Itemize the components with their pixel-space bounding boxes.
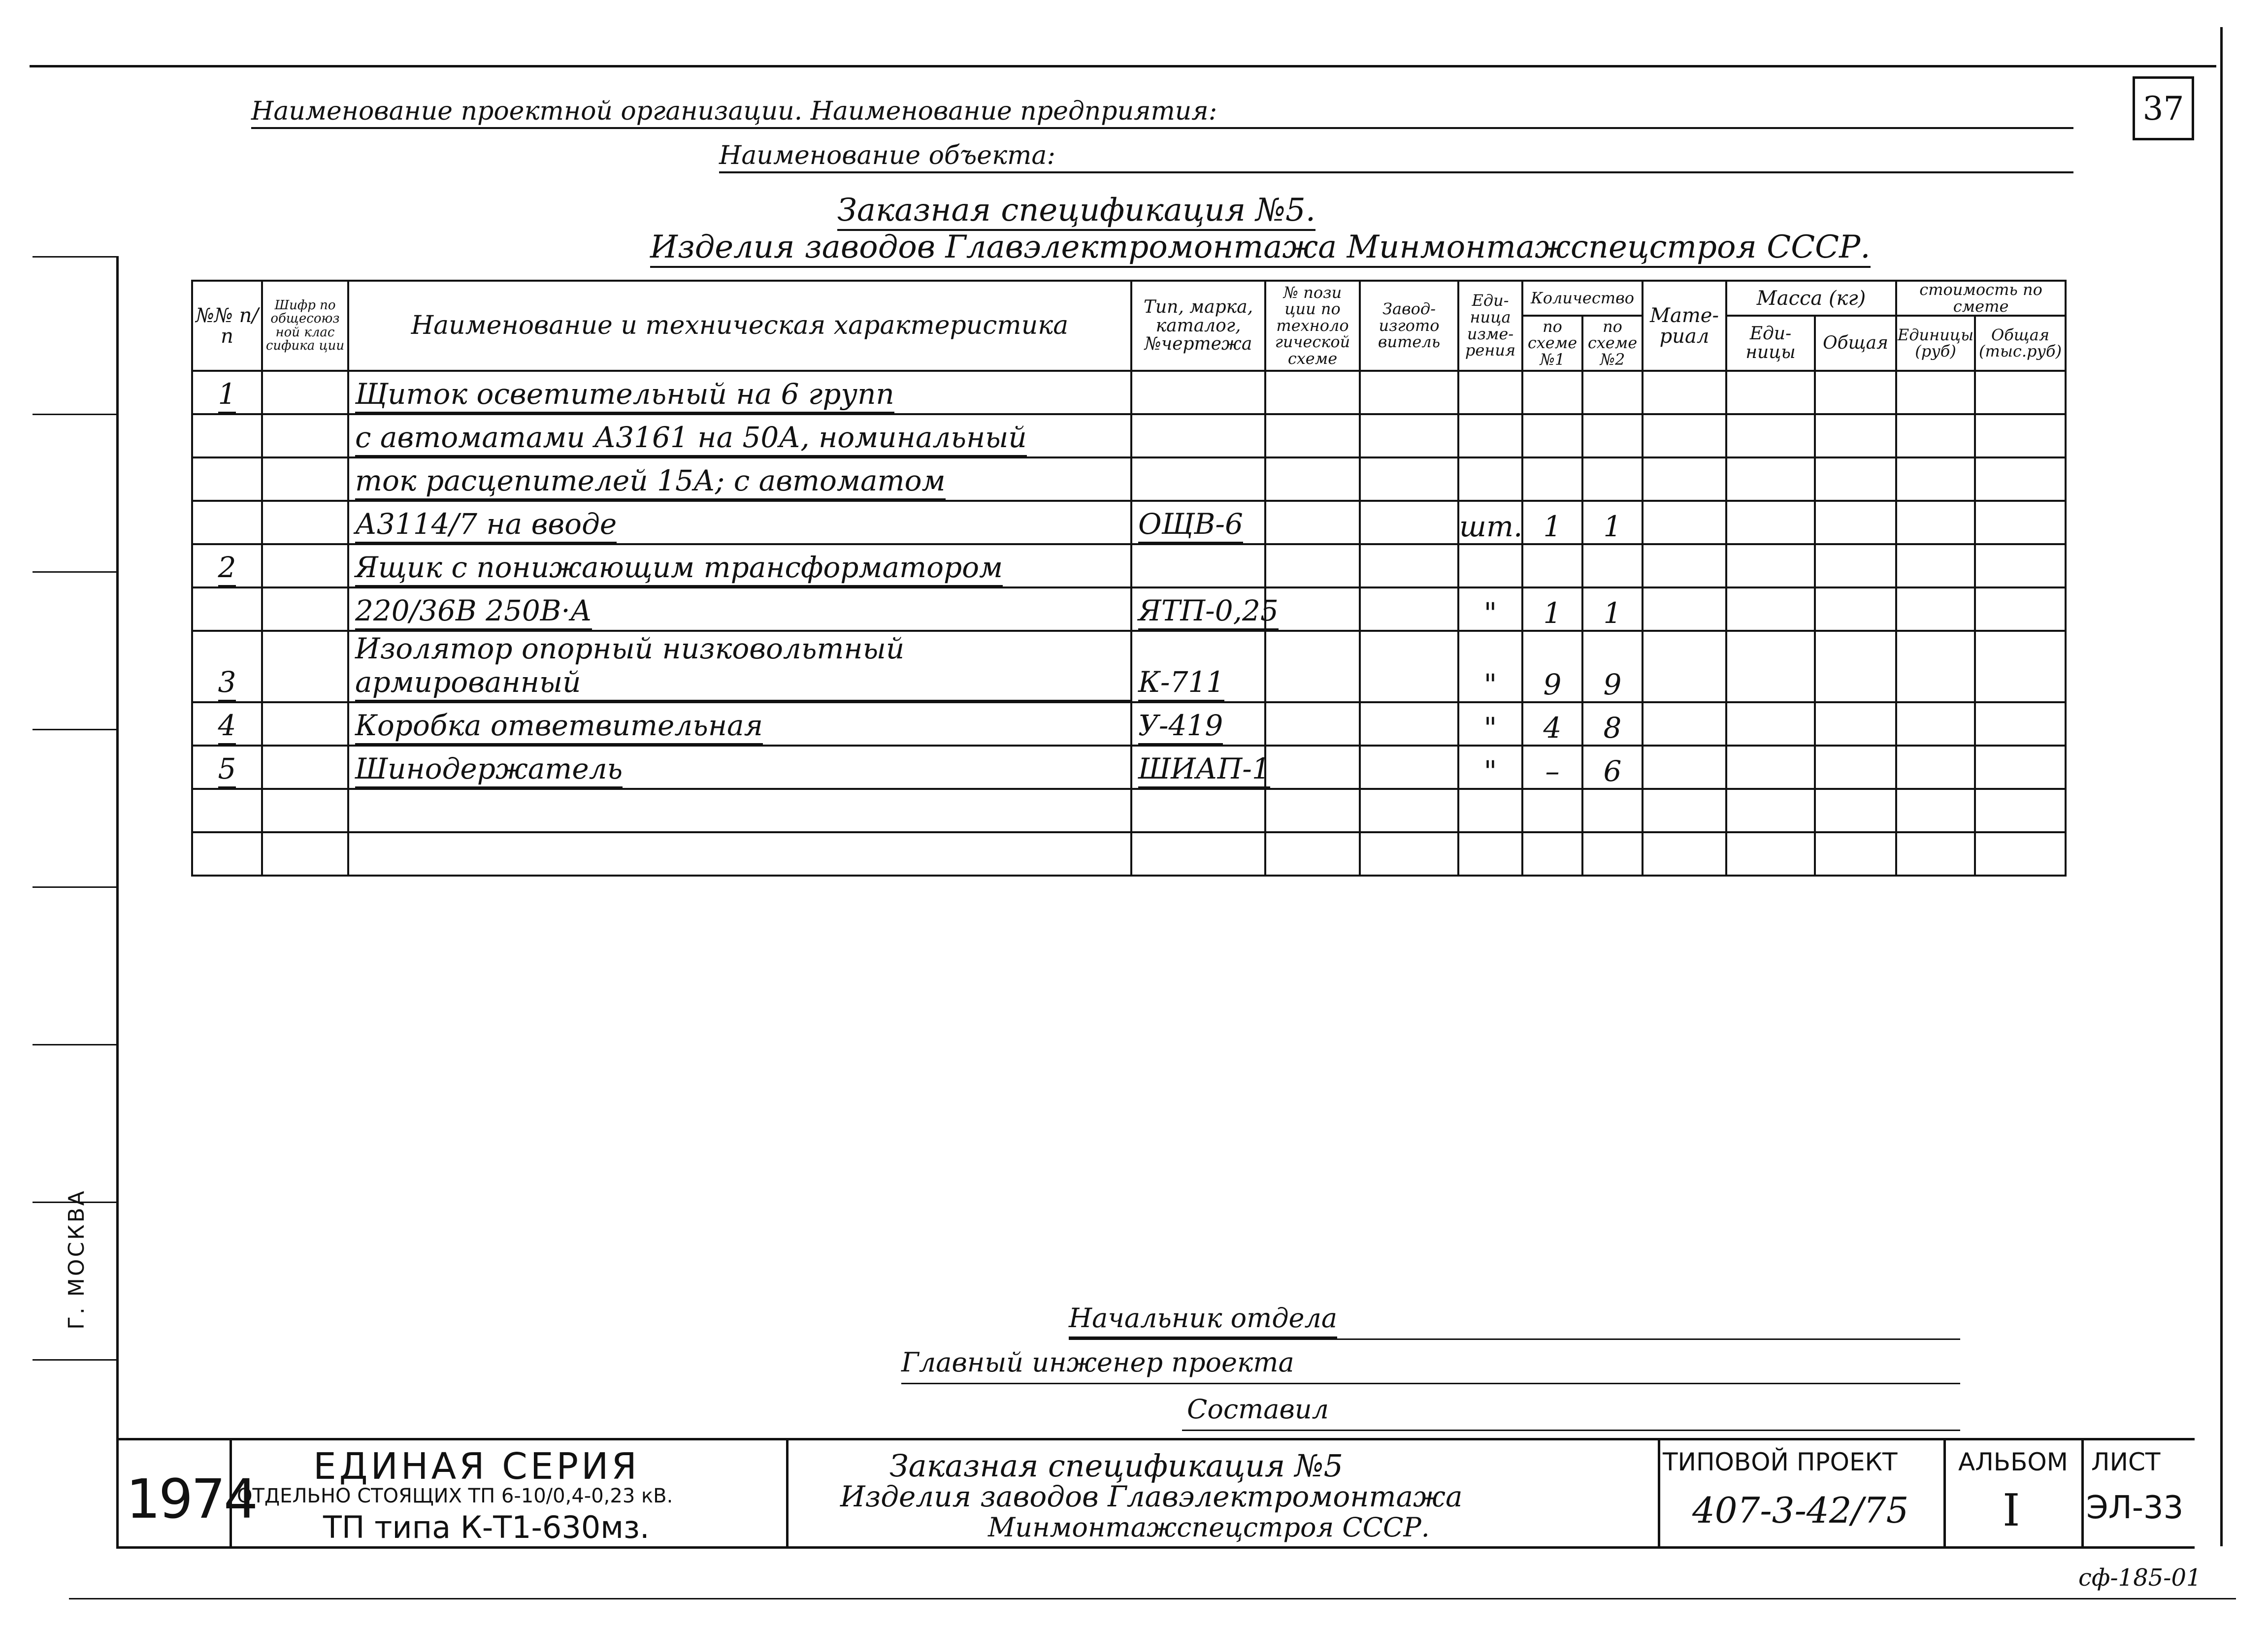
row-mass-total xyxy=(1815,832,1896,876)
row-unit: " xyxy=(1458,746,1522,789)
row-cipher xyxy=(262,371,348,414)
row-name xyxy=(348,832,1131,876)
row-num: 5 xyxy=(192,746,262,789)
row-maker xyxy=(1360,746,1458,789)
col-name: Наименование и техническая характеристика xyxy=(348,281,1131,371)
row-type: К-711 xyxy=(1131,631,1265,702)
table-row xyxy=(192,746,2066,789)
row-type xyxy=(1131,544,1265,587)
row-cipher xyxy=(262,746,348,789)
album-value: I xyxy=(2003,1485,2020,1536)
row-cost-unit xyxy=(1896,789,1975,832)
row-unit xyxy=(1458,457,1522,501)
row-qty-2: 9 xyxy=(1582,631,1643,702)
row-cost-unit xyxy=(1896,371,1975,414)
row-num xyxy=(192,587,262,631)
row-mass-unit xyxy=(1726,457,1815,501)
col-cost-unit: Единицы (руб) xyxy=(1896,316,1975,371)
row-pos xyxy=(1265,544,1360,587)
sheet-label: ЛИСТ xyxy=(2091,1448,2161,1476)
row-mass-total xyxy=(1815,702,1896,746)
sheet-value: ЭЛ-33 xyxy=(2086,1490,2184,1526)
row-mass-unit xyxy=(1726,789,1815,832)
row-mass-total xyxy=(1815,501,1896,544)
table-row xyxy=(192,414,2066,457)
row-qty-1: – xyxy=(1522,746,1582,789)
row-qty-2 xyxy=(1582,414,1643,457)
row-type: ОЩВ-6 xyxy=(1131,501,1265,544)
row-qty-1: 1 xyxy=(1522,501,1582,544)
row-cost-total xyxy=(1975,587,2066,631)
row-qty-1 xyxy=(1522,544,1582,587)
row-cost-unit xyxy=(1896,702,1975,746)
sign-compiled: Составил xyxy=(1187,1394,1329,1425)
row-material xyxy=(1643,544,1726,587)
row-qty-2: 1 xyxy=(1582,587,1643,631)
row-cost-unit xyxy=(1896,746,1975,789)
row-mass-unit xyxy=(1726,832,1815,876)
row-mass-unit xyxy=(1726,414,1815,457)
row-mass-total xyxy=(1815,746,1896,789)
row-pos xyxy=(1265,414,1360,457)
row-qty-1 xyxy=(1522,789,1582,832)
series-title: ЕДИНАЯ СЕРИЯ xyxy=(313,1445,640,1488)
row-pos xyxy=(1265,631,1360,702)
row-qty-1 xyxy=(1522,414,1582,457)
project-label: ТИПОВОЙ ПРОЕКТ xyxy=(1663,1448,1898,1476)
row-type xyxy=(1131,832,1265,876)
table-row xyxy=(192,702,2066,746)
row-cipher xyxy=(262,789,348,832)
row-cipher xyxy=(262,501,348,544)
title-block xyxy=(116,1438,2195,1549)
col-cost: стоимость по смете xyxy=(1896,281,2066,316)
row-qty-2 xyxy=(1582,457,1643,501)
col-qty-2: по схеме №2 xyxy=(1582,316,1643,371)
row-qty-2: 6 xyxy=(1582,746,1643,789)
row-maker xyxy=(1360,414,1458,457)
row-pos xyxy=(1265,371,1360,414)
row-maker xyxy=(1360,587,1458,631)
row-mass-unit xyxy=(1726,587,1815,631)
row-type xyxy=(1131,371,1265,414)
row-name: Коробка ответвительная xyxy=(348,702,1131,746)
row-name: А3114/7 на вводе xyxy=(348,501,1131,544)
row-name: ток расцепителей 15А; с автоматом xyxy=(348,457,1131,501)
row-cost-unit xyxy=(1896,832,1975,876)
row-cost-total xyxy=(1975,457,2066,501)
row-name: Ящик с понижающим трансформатором xyxy=(348,544,1131,587)
row-unit: " xyxy=(1458,702,1522,746)
row-pos xyxy=(1265,457,1360,501)
row-material xyxy=(1643,414,1726,457)
doc-title-1: Заказная спецификация №5 xyxy=(889,1448,1344,1484)
row-cost-total xyxy=(1975,414,2066,457)
row-maker xyxy=(1360,789,1458,832)
col-cipher: Шифр по общесоюз ной клас сифика ции xyxy=(262,281,348,371)
col-num: №№ п/п xyxy=(192,281,262,371)
row-maker xyxy=(1360,631,1458,702)
col-qty: Количество xyxy=(1522,281,1643,316)
row-cipher xyxy=(262,631,348,702)
table-row xyxy=(192,631,2066,702)
table-row xyxy=(192,457,2066,501)
row-unit xyxy=(1458,789,1522,832)
row-mass-unit xyxy=(1726,371,1815,414)
doc-title-3: Минмонтажспецстроя СССР. xyxy=(988,1512,1430,1543)
col-qty-1: по схеме №1 xyxy=(1522,316,1582,371)
row-num xyxy=(192,414,262,457)
row-material xyxy=(1643,457,1726,501)
row-num: 4 xyxy=(192,702,262,746)
row-name: Шинодержатель xyxy=(348,746,1131,789)
row-name: Щиток осветительный на 6 групп xyxy=(348,371,1131,414)
row-num: 2 xyxy=(192,544,262,587)
row-material xyxy=(1643,371,1726,414)
row-qty-1: 1 xyxy=(1522,587,1582,631)
row-pos xyxy=(1265,832,1360,876)
row-maker xyxy=(1360,832,1458,876)
table-row xyxy=(192,371,2066,414)
sign-head-line xyxy=(1069,1338,1960,1340)
series-type: ТП типа К-Т1-630мз. xyxy=(323,1509,650,1545)
row-cost-unit xyxy=(1896,501,1975,544)
row-cipher xyxy=(262,414,348,457)
row-qty-1 xyxy=(1522,832,1582,876)
row-pos xyxy=(1265,702,1360,746)
row-mass-unit xyxy=(1726,702,1815,746)
col-mass-unit: Еди- ницы xyxy=(1726,316,1815,371)
table-row xyxy=(192,789,2066,832)
row-unit: " xyxy=(1458,587,1522,631)
row-pos xyxy=(1265,501,1360,544)
row-qty-1: 4 xyxy=(1522,702,1582,746)
row-mass-unit xyxy=(1726,501,1815,544)
row-material xyxy=(1643,832,1726,876)
row-mass-total xyxy=(1815,457,1896,501)
row-cost-unit xyxy=(1896,631,1975,702)
row-cipher xyxy=(262,832,348,876)
table-row xyxy=(192,587,2066,631)
bottom-line xyxy=(69,1598,2236,1599)
footer-code: сф-185-01 xyxy=(2078,1564,2202,1592)
top-border xyxy=(30,65,2216,67)
row-pos xyxy=(1265,789,1360,832)
sign-head: Начальник отдела xyxy=(1069,1305,1337,1332)
row-material xyxy=(1643,702,1726,746)
row-mass-total xyxy=(1815,414,1896,457)
sign-compiled-line xyxy=(1182,1430,1960,1431)
col-material: Мате- риал xyxy=(1643,281,1726,371)
row-type: У-419 xyxy=(1131,702,1265,746)
row-num xyxy=(192,789,262,832)
row-cost-unit xyxy=(1896,414,1975,457)
doc-title-2: Изделия заводов Главэлектромонтажа xyxy=(840,1480,1463,1513)
object-line: Наименование объекта: xyxy=(719,143,2073,173)
row-qty-1: 9 xyxy=(1522,631,1582,702)
row-type: ШИАП-1 xyxy=(1131,746,1265,789)
col-mass-total: Общая xyxy=(1815,316,1896,371)
row-cost-total xyxy=(1975,544,2066,587)
row-type xyxy=(1131,414,1265,457)
row-num xyxy=(192,501,262,544)
album-label: АЛЬБОМ xyxy=(1958,1448,2068,1476)
row-cost-total xyxy=(1975,832,2066,876)
table-row xyxy=(192,501,2066,544)
row-mass-unit xyxy=(1726,631,1815,702)
row-num: 1 xyxy=(192,371,262,414)
left-margin-strip xyxy=(33,256,119,1546)
row-unit: шт. xyxy=(1458,501,1522,544)
row-maker xyxy=(1360,702,1458,746)
row-material xyxy=(1643,587,1726,631)
row-maker xyxy=(1360,544,1458,587)
row-qty-1 xyxy=(1522,457,1582,501)
row-cost-unit xyxy=(1896,544,1975,587)
row-qty-2: 8 xyxy=(1582,702,1643,746)
sheet-number: 37 xyxy=(2133,76,2194,140)
row-unit xyxy=(1458,414,1522,457)
spec-title: Заказная спецификация №5. xyxy=(837,195,1315,231)
col-maker: Завод- изгото витель xyxy=(1360,281,1458,371)
row-maker xyxy=(1360,501,1458,544)
row-material xyxy=(1643,746,1726,789)
row-cost-total xyxy=(1975,702,2066,746)
row-unit xyxy=(1458,371,1522,414)
row-cipher xyxy=(262,457,348,501)
table-row xyxy=(192,832,2066,876)
sign-chief: Главный инженер проекта xyxy=(901,1347,1294,1378)
row-name: с автоматами А3161 на 50А, номинальный xyxy=(348,414,1131,457)
row-mass-unit xyxy=(1726,544,1815,587)
row-cost-total xyxy=(1975,501,2066,544)
table-row xyxy=(192,544,2066,587)
row-mass-total xyxy=(1815,631,1896,702)
row-name: 220/36В 250В·А xyxy=(348,587,1131,631)
row-qty-1 xyxy=(1522,371,1582,414)
row-mass-total xyxy=(1815,544,1896,587)
city-label: Г. МОСКВА xyxy=(64,1189,89,1330)
row-unit xyxy=(1458,544,1522,587)
row-num: 3 xyxy=(192,631,262,702)
row-cost-total xyxy=(1975,371,2066,414)
sign-chief-line xyxy=(901,1383,1960,1384)
row-cost-total xyxy=(1975,631,2066,702)
series-sub: ОТДЕЛЬНО СТОЯЩИХ ТП 6-10/0,4-0,23 кВ. xyxy=(237,1485,673,1507)
row-qty-2 xyxy=(1582,544,1643,587)
spec-subtitle: Изделия заводов Главэлектромонтажа Минмонтажспецстроя СССР. xyxy=(650,231,1871,268)
row-qty-2 xyxy=(1582,789,1643,832)
row-name: Изолятор опорный низковольтный армированный xyxy=(348,631,1131,702)
row-material xyxy=(1643,631,1726,702)
row-type: ЯТП-0,25 xyxy=(1131,587,1265,631)
row-mass-total xyxy=(1815,371,1896,414)
stamp-year: 1974 xyxy=(126,1467,256,1531)
row-cost-total xyxy=(1975,789,2066,832)
row-maker xyxy=(1360,371,1458,414)
col-mass: Масса (кг) xyxy=(1726,281,1896,316)
row-pos xyxy=(1265,587,1360,631)
row-pos xyxy=(1265,746,1360,789)
row-material xyxy=(1643,789,1726,832)
row-qty-2 xyxy=(1582,371,1643,414)
row-unit xyxy=(1458,832,1522,876)
row-cost-unit xyxy=(1896,457,1975,501)
org-line: Наименование проектной организации. Наименование предприятия: xyxy=(251,98,2073,129)
row-mass-total xyxy=(1815,789,1896,832)
row-cipher xyxy=(262,587,348,631)
row-cost-total xyxy=(1975,746,2066,789)
row-cost-unit xyxy=(1896,587,1975,631)
col-unit: Еди- ница изме- рения xyxy=(1458,281,1522,371)
row-qty-2 xyxy=(1582,832,1643,876)
row-name xyxy=(348,789,1131,832)
spec-table xyxy=(191,280,2067,877)
row-material xyxy=(1643,501,1726,544)
row-qty-2: 1 xyxy=(1582,501,1643,544)
row-type xyxy=(1131,789,1265,832)
project-value: 407-3-42/75 xyxy=(1692,1490,1909,1531)
row-mass-unit xyxy=(1726,746,1815,789)
right-border xyxy=(2220,27,2223,1546)
row-cipher xyxy=(262,544,348,587)
col-cost-total: Общая (тыс.руб) xyxy=(1975,316,2066,371)
row-num xyxy=(192,457,262,501)
row-type xyxy=(1131,457,1265,501)
row-num xyxy=(192,832,262,876)
row-cipher xyxy=(262,702,348,746)
row-mass-total xyxy=(1815,587,1896,631)
col-pos: № пози ции по техноло гической схеме xyxy=(1265,281,1360,371)
row-unit: " xyxy=(1458,631,1522,702)
row-maker xyxy=(1360,457,1458,501)
col-type: Тип, марка, каталог, №чертежа xyxy=(1131,281,1265,371)
